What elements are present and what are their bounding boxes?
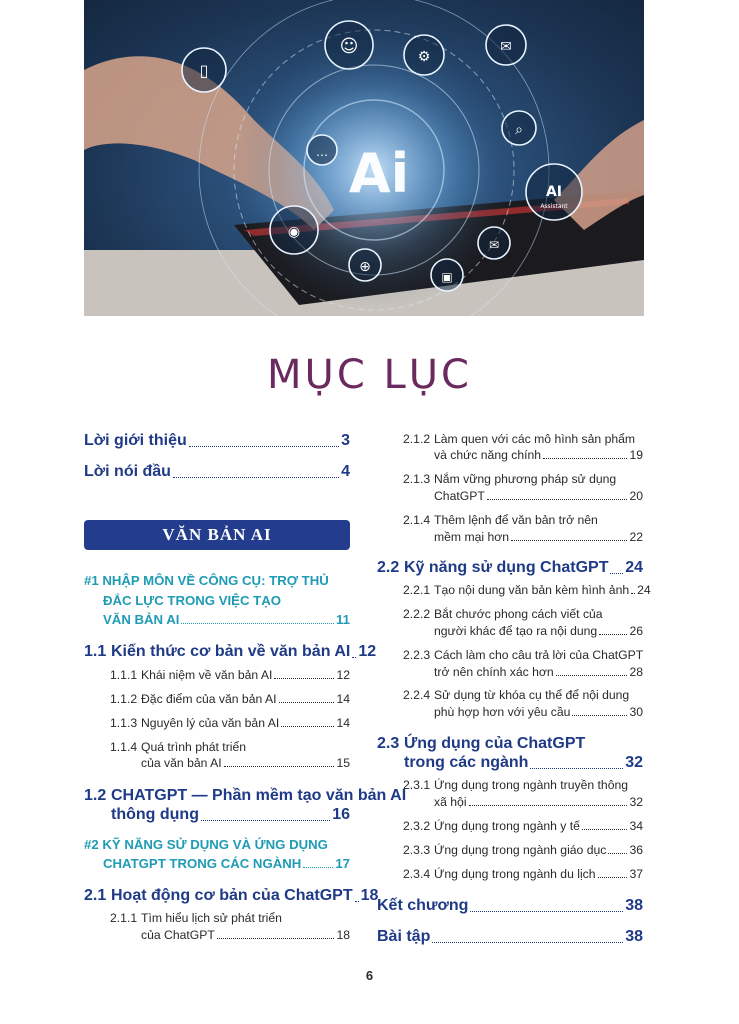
page-title: MỤC LỤC bbox=[267, 352, 472, 398]
toc-entry-2-2-3[interactable]: trở nên chính xác hơn 28 bbox=[434, 665, 643, 679]
toc-entry-2-1-4[interactable]: mềm mại hơn 22 bbox=[434, 530, 643, 544]
hero-image bbox=[84, 0, 644, 316]
toc-entry-2-3-1[interactable]: xã hội 32 bbox=[434, 795, 643, 809]
svg-text:☺: ☺ bbox=[339, 36, 359, 57]
svg-text:⌕: ⌕ bbox=[515, 122, 523, 138]
toc-entry-1-2[interactable]: thông dụng 16 bbox=[111, 806, 350, 823]
toc-part1-line2[interactable]: ĐẮC LỰC TRONG VIỆC TẠO bbox=[103, 593, 281, 608]
toc-entry-2-1[interactable]: 2.1 Hoạt động cơ bản của ChatGPT 18 bbox=[84, 887, 379, 904]
toc-entry-2-3-3[interactable]: 2.3.3 Ứng dụng trong ngành giáo dục 36 bbox=[403, 843, 643, 857]
toc-entry-1-1-1[interactable]: 1.1.1 Khái niệm về văn bản AI 12 bbox=[110, 668, 350, 682]
svg-text:…: … bbox=[316, 145, 328, 159]
toc-entry-intro[interactable]: Lời giới thiệu 3 bbox=[84, 432, 350, 449]
toc-entry-2-3-line1[interactable]: 2.3 Ứng dụng của ChatGPT bbox=[377, 735, 586, 752]
svg-text:▣: ▣ bbox=[441, 270, 453, 284]
hero-badge-sub: Assistant bbox=[540, 203, 568, 210]
toc-entry-1-1-4-line1[interactable]: 1.1.4 Quá trình phát triển bbox=[110, 740, 247, 754]
toc-entry-preface[interactable]: Lời nói đầu 4 bbox=[84, 463, 350, 480]
toc-entry-2-1-2[interactable]: và chức năng chính 19 bbox=[434, 448, 643, 462]
toc-entry-part2[interactable]: CHATGPT TRONG CÁC NGÀNH 17 bbox=[103, 856, 350, 871]
toc-entry-2-1-1-line1[interactable]: 2.1.1 Tìm hiểu lịch sử phát triển bbox=[110, 911, 282, 925]
toc-entry-2-2[interactable]: 2.2 Kỹ năng sử dụng ChatGPT 24 bbox=[377, 559, 643, 576]
toc-entry-2-3[interactable]: trong các ngành 32 bbox=[404, 754, 643, 771]
toc-entry-part1[interactable]: VĂN BẢN AI 11 bbox=[103, 612, 350, 627]
toc-entry-conclusion[interactable]: Kết chương 38 bbox=[377, 897, 643, 914]
toc-entry-1-1-3[interactable]: 1.1.3 Nguyên lý của văn bản AI 14 bbox=[110, 716, 350, 730]
toc-part2-line1[interactable]: #2 KỸ NĂNG SỬ DỤNG VÀ ỨNG DỤNG bbox=[84, 837, 328, 852]
toc-entry-2-2-4-line1[interactable]: 2.2.4 Sử dụng từ khóa cụ thể để nội dung bbox=[403, 688, 630, 702]
toc-entry-2-1-1[interactable]: của ChatGPT 18 bbox=[141, 928, 350, 942]
toc-entry-1-2-line1[interactable]: 1.2 CHATGPT — Phần mềm tạo văn bản AI bbox=[84, 787, 407, 804]
toc-entry-1-1-2[interactable]: 1.1.2 Đặc điểm của văn bản AI 14 bbox=[110, 692, 350, 706]
toc-entry-exercises[interactable]: Bài tập 38 bbox=[377, 928, 643, 945]
toc-part1-line1[interactable]: #1 NHẬP MÔN VỀ CÔNG CỤ: TRỢ THỦ bbox=[84, 573, 329, 588]
svg-text:✉: ✉ bbox=[500, 39, 512, 55]
svg-text:✉: ✉ bbox=[488, 238, 500, 252]
toc-entry-2-2-3-line1[interactable]: 2.2.3 Cách làm cho câu trả lời của ChatGPT bbox=[403, 648, 644, 662]
toc-entry-2-3-1-line1[interactable]: 2.3.1 Ứng dụng trong ngành truyền thông bbox=[403, 778, 629, 792]
section-banner: VĂN BẢN AI bbox=[84, 520, 350, 550]
toc-entry-1-1-4[interactable]: của văn bản AI 15 bbox=[141, 756, 350, 770]
toc-entry-2-1-3-line1[interactable]: 2.1.3 Nắm vững phương pháp sử dụng bbox=[403, 472, 617, 486]
toc-entry-2-1-2-line1[interactable]: 2.1.2 Làm quen với các mô hình sản phẩm bbox=[403, 432, 636, 446]
svg-text:⚙: ⚙ bbox=[417, 49, 431, 65]
toc-entry-2-3-2[interactable]: 2.3.2 Ứng dụng trong ngành y tế 34 bbox=[403, 819, 643, 833]
toc-entry-2-2-4[interactable]: phù hợp hơn với yêu cầu 30 bbox=[434, 705, 643, 719]
page-number: 6 bbox=[365, 968, 374, 983]
svg-text:▯: ▯ bbox=[199, 61, 209, 80]
toc-entry-2-3-4[interactable]: 2.3.4 Ứng dụng trong ngành du lịch 37 bbox=[403, 867, 643, 881]
toc-entry-2-1-3[interactable]: ChatGPT 20 bbox=[434, 489, 643, 503]
toc-entry-2-2-2[interactable]: người khác để tạo ra nội dung 26 bbox=[434, 624, 643, 638]
hero-ai-text: Ai bbox=[348, 142, 410, 205]
ai-illustration bbox=[84, 0, 644, 316]
toc-entry-2-2-2-line1[interactable]: 2.2.2 Bắt chước phong cách viết của bbox=[403, 607, 603, 621]
svg-text:⊕: ⊕ bbox=[359, 259, 371, 275]
hero-badge-text: AI bbox=[545, 184, 563, 200]
toc-entry-2-1-4-line1[interactable]: 2.1.4 Thêm lệnh để văn bản trở nên bbox=[403, 513, 598, 527]
toc-entry-2-2-1[interactable]: 2.2.1 Tạo nội dung văn bản kèm hình ảnh 24 bbox=[403, 583, 651, 597]
toc-entry-1-1[interactable]: 1.1 Kiến thức cơ bản về văn bản AI 12 bbox=[84, 643, 377, 660]
svg-text:◉: ◉ bbox=[287, 224, 301, 240]
